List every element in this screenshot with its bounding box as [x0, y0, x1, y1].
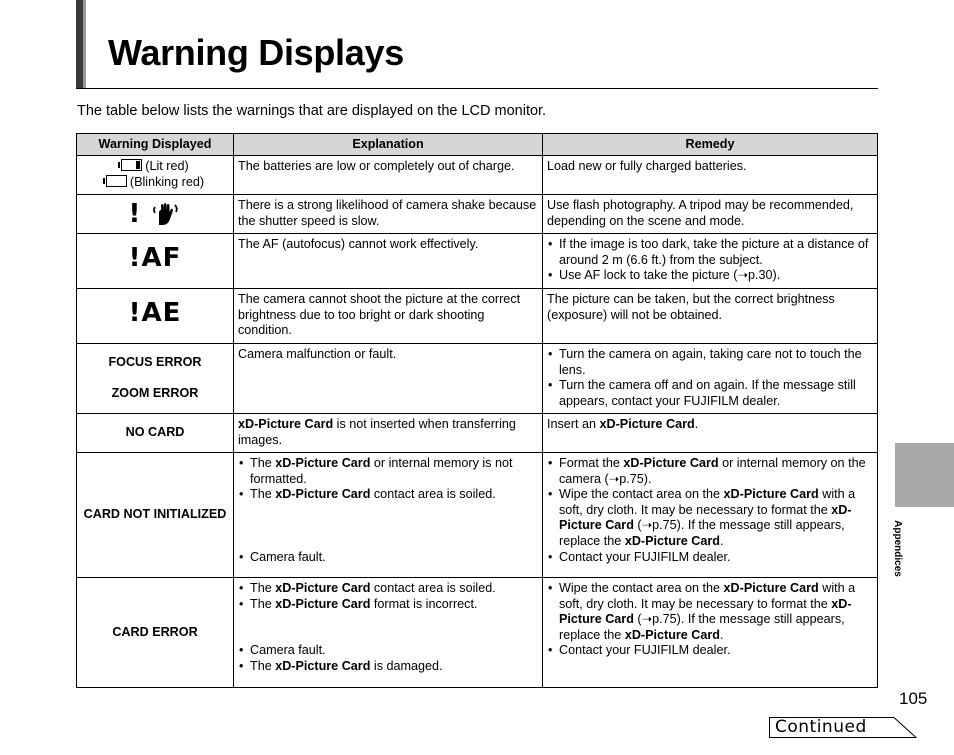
battery-low-icon — [121, 159, 142, 171]
remedy-item: • Turn the camera off and on again. If the message still appears, contact your FUJIFILM dealer. — [559, 378, 873, 409]
explanation-item: • Camera fault. — [250, 550, 538, 566]
table-row — [77, 195, 878, 234]
warning-cell — [77, 289, 234, 344]
table-row — [77, 453, 878, 578]
remedy-cell: The picture can be taken, but the correct brightness (exposure) will not be obtained. — [543, 289, 878, 344]
explanation-cell: Camera malfunction or fault. — [234, 344, 543, 414]
remedy-cell: Insert an xD-Picture Card. — [543, 414, 878, 453]
remedy-item: • Format the xD-Picture Card or internal memory on the camera (➝p.75). — [559, 456, 873, 487]
warning-cell — [77, 234, 234, 289]
explanation-cell — [234, 578, 543, 688]
header-warning: Warning Displayed — [77, 134, 234, 156]
explanation-cell — [234, 453, 543, 578]
explanation-cell: The batteries are low or completely out of charge. — [234, 156, 543, 195]
warning-cell — [77, 344, 234, 414]
explanation-cell: There is a strong likelihood of camera shake because the shutter speed is slow. — [234, 195, 543, 234]
page-title: Warning Displays — [108, 32, 404, 73]
af-warning-icon: !AF — [128, 243, 182, 274]
explanation-item: • The xD-Picture Card is damaged. — [250, 659, 538, 675]
table-row — [77, 414, 878, 453]
warning-cell: CARD NOT INITIALIZED — [77, 453, 234, 578]
warnings-table — [76, 133, 878, 688]
title-rule — [76, 88, 878, 89]
page-number: 105 — [899, 689, 928, 708]
explanation-item: • The xD-Picture Card contact area is soiled. — [250, 581, 538, 597]
explanation-item: • The xD-Picture Card contact area is soiled. — [250, 487, 538, 503]
ae-warning-icon: !AE — [128, 298, 182, 329]
warning-focus-error: FOCUS ERROR — [108, 355, 202, 370]
explanation-cell: The AF (autofocus) cannot work effectively. — [234, 234, 543, 289]
remedy-item: • Use AF lock to take the picture (➝p.30). — [559, 268, 873, 284]
remedy-cell — [543, 234, 878, 289]
title-accent-bar-light — [83, 0, 86, 88]
section-tab — [895, 443, 954, 507]
remedy-item: • Wipe the contact area on the xD-Picture Card with a soft, dry cloth. It may be necessary to format the xD-Picture Card (➝p.75). If the message still appears, replace the xD-Picture Card. — [559, 581, 873, 643]
explanation-item: • The xD-Picture Card or internal memory is not formatted. — [250, 456, 538, 487]
explanation-item: • Camera fault. — [250, 643, 538, 659]
battery-empty-icon — [106, 175, 127, 187]
remedy-cell — [543, 453, 878, 578]
table-row — [77, 234, 878, 289]
remedy-item: • Contact your FUJIFILM dealer. — [559, 643, 873, 659]
table-row — [77, 344, 878, 414]
remedy-cell — [543, 578, 878, 688]
warning-cell — [77, 156, 234, 195]
remedy-item: • Turn the camera on again, taking care not to touch the lens. — [559, 347, 873, 378]
remedy-item: • Contact your FUJIFILM dealer. — [559, 550, 873, 566]
remedy-item: • Wipe the contact area on the xD-Picture Card with a soft, dry cloth. It may be necessary to format the xD-Picture Card (➝p.75). If the message still appears, replace the xD-Picture Card. — [559, 487, 873, 549]
warning-cell — [77, 195, 234, 234]
warning-cell: NO CARD — [77, 414, 234, 453]
camera-shake-warning-icon: ! — [129, 199, 182, 229]
remedy-item: • If the image is too dark, take the picture at a distance of around 2 m (6.6 ft.) from the subject. — [559, 237, 873, 268]
warning-lit-red: (Lit red) — [145, 159, 189, 174]
explanation-item: • The xD-Picture Card format is incorrect. — [250, 597, 538, 613]
table-row — [77, 156, 878, 195]
table-header-row — [77, 134, 878, 156]
remedy-cell: Use flash photography. A tripod may be recommended, depending on the scene and mode. — [543, 195, 878, 234]
header-remedy: Remedy — [543, 134, 878, 156]
warning-blinking-red: (Blinking red) — [129, 175, 205, 189]
table-row — [77, 578, 878, 688]
header-explanation: Explanation — [234, 134, 543, 156]
explanation-cell: xD-Picture Card is not inserted when transferring images. — [234, 414, 543, 453]
remedy-cell — [543, 344, 878, 414]
section-label: Appendices — [891, 520, 903, 577]
shaking-hand-icon — [151, 201, 181, 227]
title-accent-bar — [76, 0, 83, 88]
intro-text: The table below lists the warnings that are displayed on the LCD monitor. — [77, 103, 547, 119]
table-row — [77, 289, 878, 344]
explanation-cell: The camera cannot shoot the picture at the correct brightness due to too bright or dark shooting condition. — [234, 289, 543, 344]
continued-label: Continued — [775, 717, 867, 737]
remedy-cell: Load new or fully charged batteries. — [543, 156, 878, 195]
warning-cell: CARD ERROR — [77, 578, 234, 688]
warning-zoom-error: ZOOM ERROR — [111, 386, 199, 400]
